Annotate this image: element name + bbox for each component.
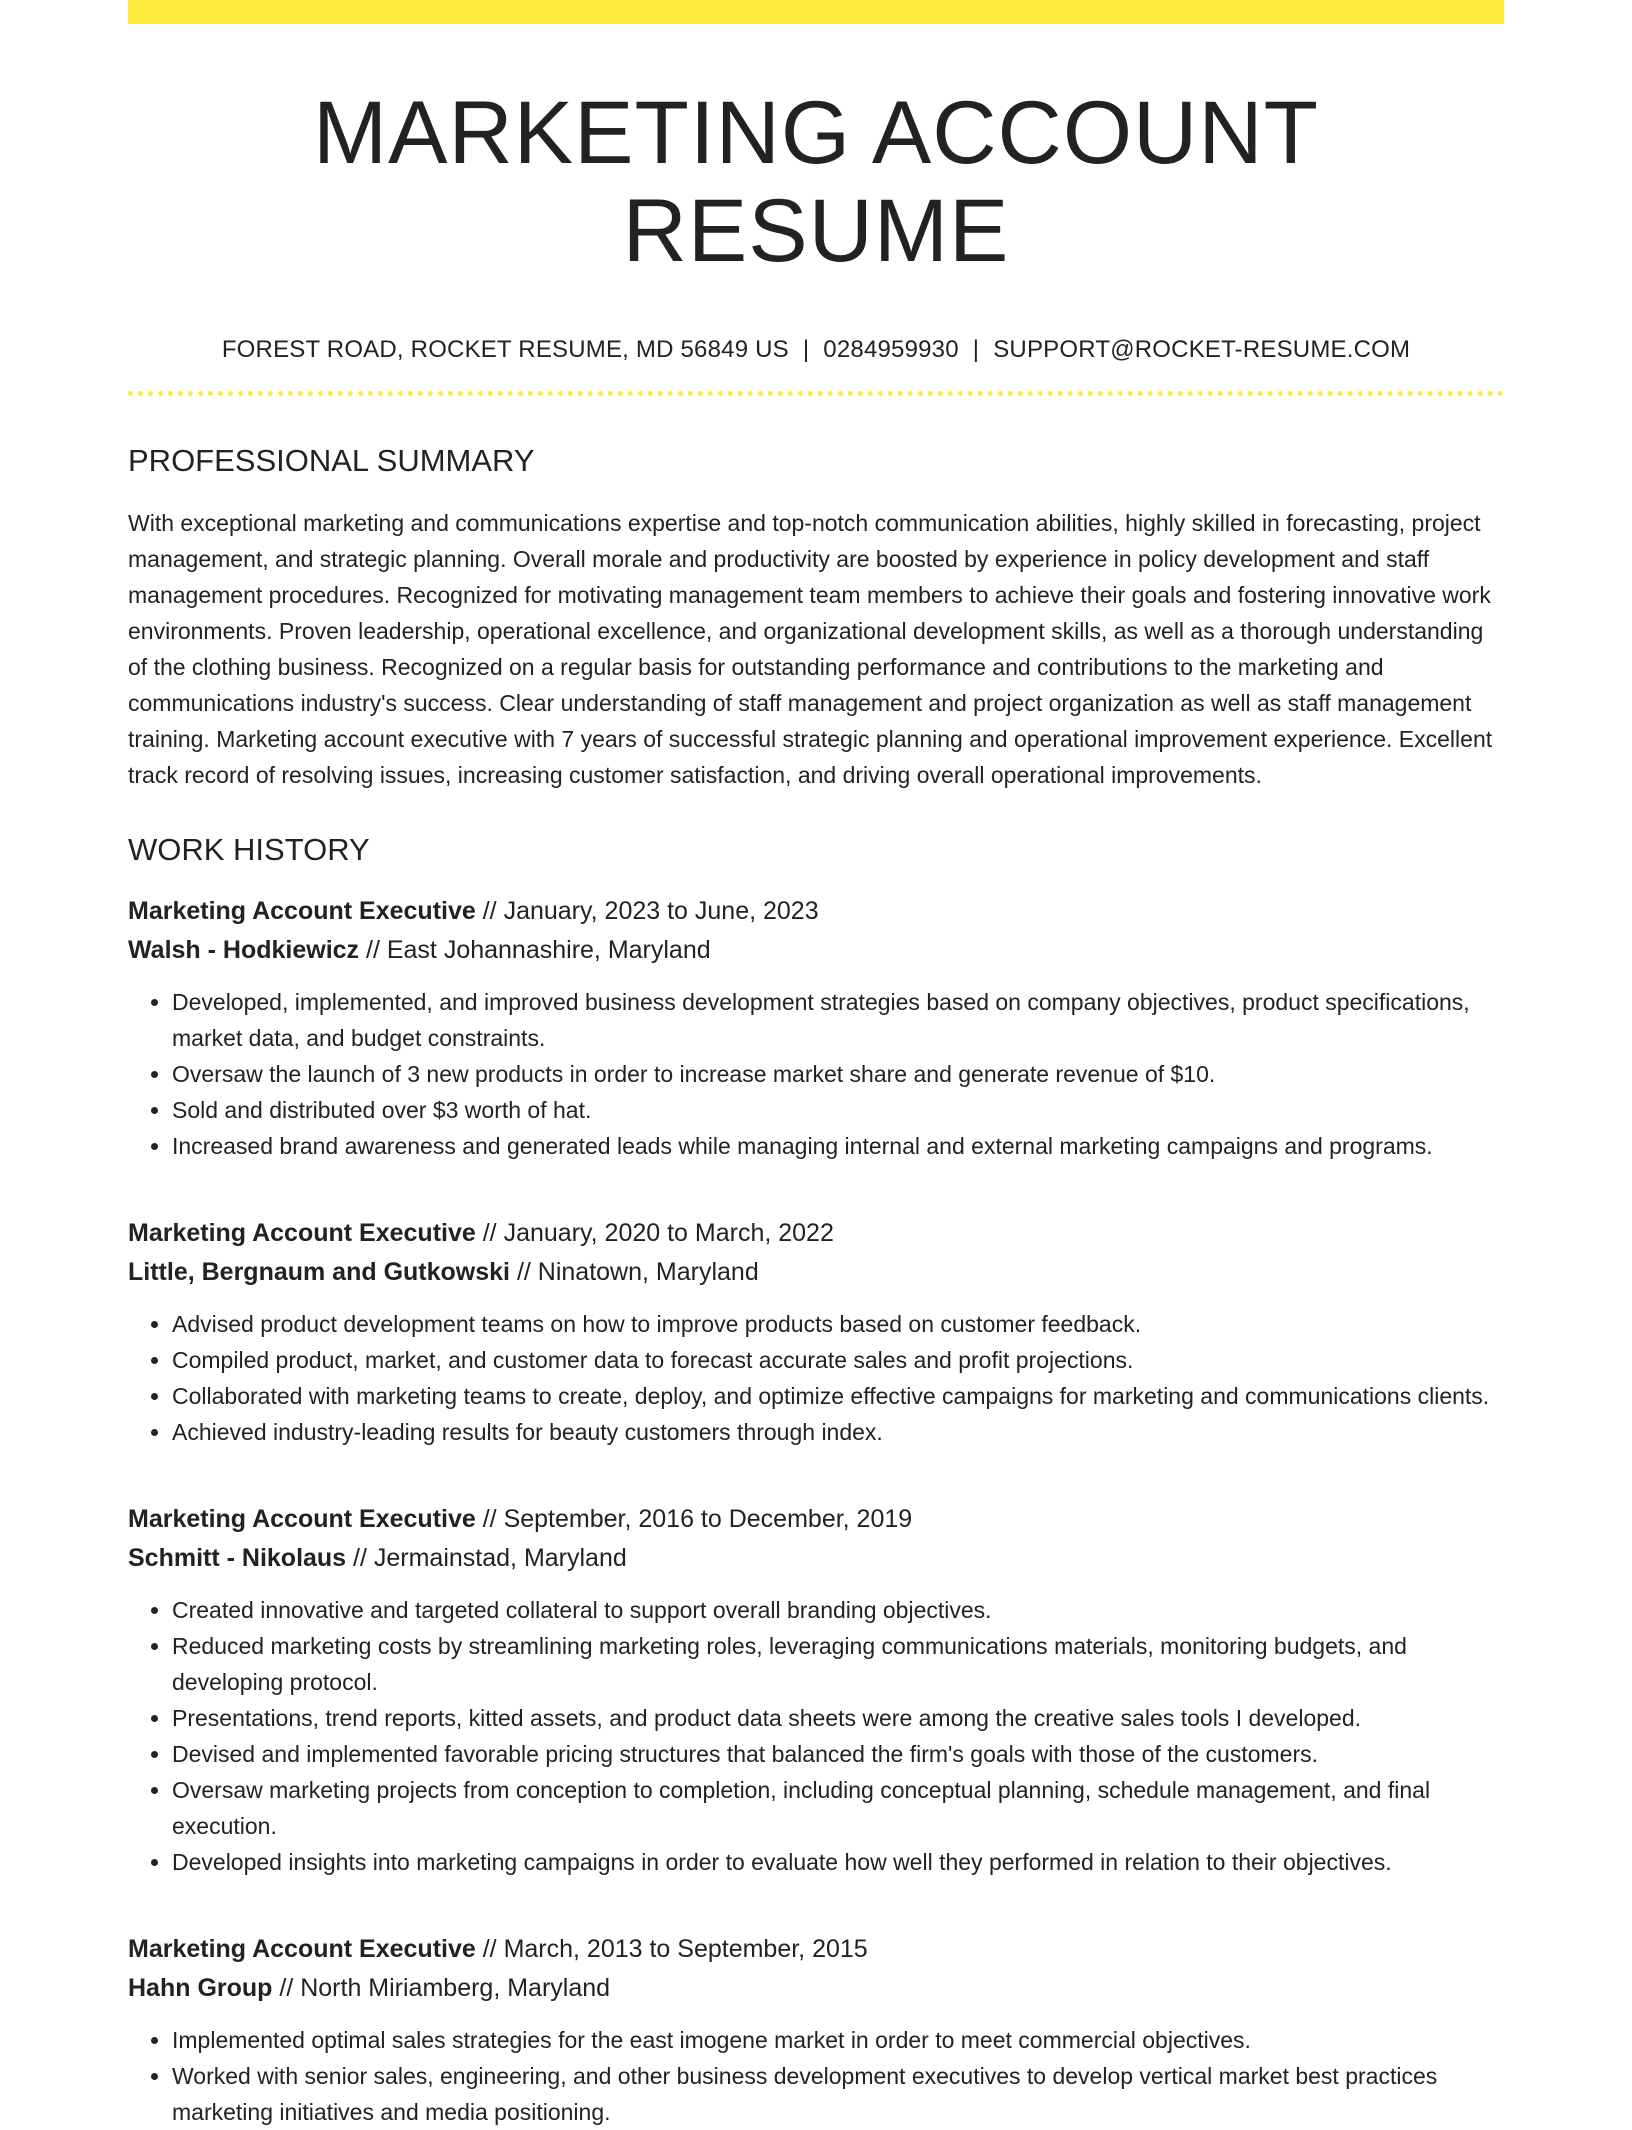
job-location: // Jermainstad, Maryland <box>346 1544 627 1573</box>
job-bullets <box>128 1306 1504 1450</box>
job-bullet: • Implemented optimal sales strategies for the east imogene market in order to meet commercial objectives. <box>172 2022 1504 2058</box>
job-bullet: • Achieved industry-leading results for beauty customers through index. <box>172 1414 1504 1450</box>
job-bullet: • Collaborated with marketing teams to create, deploy, and optimize effective campaigns for marketing and communications clients. <box>172 1378 1504 1414</box>
contact-phone: 0284959930 <box>823 335 959 363</box>
job-bullet: • Developed, implemented, and improved business development strategies based on company objectives, product specifications, market data, and budget constraints. <box>172 984 1504 1056</box>
job-role: Marketing Account Executive <box>128 1219 476 1248</box>
contact-line <box>128 334 1504 365</box>
summary-text: With exceptional marketing and communications expertise and top-notch communication abilities, highly skilled in forecasting, project management, and strategic planning. Overall morale and productivity are boosted by experience in policy development and staff management procedures. Recognized for motivating management team members to achieve their goals and fostering innovative work environments. Proven leadership, operational excellence, and organizational development skills, as well as a thorough understanding of the clothing business. Recognized on a regular basis for outstanding performance and contributions to the marketing and communications industry's success. Clear understanding of staff management and project organization as well as staff management training. Marketing account executive with 7 years of successful strategic planning and operational improvement experience. Excellent track record of resolving issues, increasing customer satisfaction, and driving overall operational improvements. <box>128 510 1493 789</box>
job-role: Marketing Account Executive <box>128 897 476 926</box>
job-bullet: • Developed insights into marketing campaigns in order to evaluate how well they performed in relation to their objectives. <box>172 1844 1504 1880</box>
job-dates: // September, 2016 to December, 2019 <box>475 1505 913 1534</box>
job-location: // Ninatown, Maryland <box>510 1258 759 1287</box>
job-location: // East Johannashire, Maryland <box>359 936 711 965</box>
job-role-line <box>128 892 1504 931</box>
job-entry <box>128 892 1504 1164</box>
job-bullet: • Reduced marketing costs by streamlining marketing roles, leveraging communications materials, monitoring budgets, and developing protocol. <box>172 1628 1504 1700</box>
job-role: Marketing Account Executive <box>128 1935 476 1964</box>
job-bullet: • Presentations, trend reports, kitted assets, and product data sheets were among the creative sales tools I developed. <box>172 1700 1504 1736</box>
job-entry <box>128 1930 1504 2130</box>
job-bullet: • Worked with senior sales, engineering, and other business development executives to develop vertical market best practices marketing initiatives and media positioning. <box>172 2058 1504 2130</box>
job-bullet: • Created innovative and targeted collateral to support overall branding objectives. <box>172 1592 1504 1628</box>
contact-email: SUPPORT@ROCKET-RESUME.COM <box>993 335 1411 363</box>
job-bullet: • Sold and distributed over $3 worth of hat. <box>172 1092 1504 1128</box>
contact-separator: | <box>972 335 980 363</box>
contact-separator: | <box>802 335 810 363</box>
job-location: // North Miriamberg, Maryland <box>272 1974 611 2003</box>
job-role-line <box>128 1214 1504 1253</box>
job-bullet: • Advised product development teams on how to improve products based on customer feedback. <box>172 1306 1504 1342</box>
job-role: Marketing Account Executive <box>128 1505 476 1534</box>
resume-title: MARKETING ACCOUNT RESUME <box>313 82 1319 280</box>
job-bullets <box>128 2022 1504 2130</box>
job-role-line <box>128 1930 1504 1969</box>
job-company-line <box>128 931 1504 970</box>
resume-page <box>128 0 1504 2130</box>
dotted-divider <box>128 391 1504 396</box>
job-bullets <box>128 1592 1504 1880</box>
job-dates: // January, 2023 to June, 2023 <box>475 897 819 926</box>
job-bullets <box>128 984 1504 1164</box>
job-company: Little, Bergnaum and Gutkowski <box>128 1258 510 1287</box>
work-history-heading: WORK HISTORY <box>128 832 370 868</box>
job-bullet: • Compiled product, market, and customer data to forecast accurate sales and profit projections. <box>172 1342 1504 1378</box>
job-company-line <box>128 1969 1504 2008</box>
job-bullet: • Oversaw marketing projects from conception to completion, including conceptual planning, schedule management, and final execution. <box>172 1772 1504 1844</box>
summary-heading: PROFESSIONAL SUMMARY <box>128 442 535 478</box>
job-bullet: • Oversaw the launch of 3 new products in order to increase market share and generate revenue of $10. <box>172 1056 1504 1092</box>
job-company-line <box>128 1253 1504 1292</box>
job-company: Hahn Group <box>128 1974 273 2003</box>
job-company: Walsh - Hodkiewicz <box>128 936 360 965</box>
job-bullet: • Devised and implemented favorable pricing structures that balanced the firm's goals with those of the customers. <box>172 1736 1504 1772</box>
job-role-line <box>128 1500 1504 1539</box>
job-entry <box>128 1500 1504 1880</box>
job-entry <box>128 1214 1504 1450</box>
top-accent-bar <box>128 0 1504 24</box>
job-dates: // January, 2020 to March, 2022 <box>475 1219 834 1248</box>
contact-address: FOREST ROAD, ROCKET RESUME, MD 56849 US <box>221 335 789 363</box>
job-company: Schmitt - Nikolaus <box>128 1544 347 1573</box>
job-company-line <box>128 1539 1504 1578</box>
job-dates: // March, 2013 to September, 2015 <box>475 1935 868 1964</box>
job-bullet: • Increased brand awareness and generated leads while managing internal and external marketing campaigns and programs. <box>172 1128 1504 1164</box>
